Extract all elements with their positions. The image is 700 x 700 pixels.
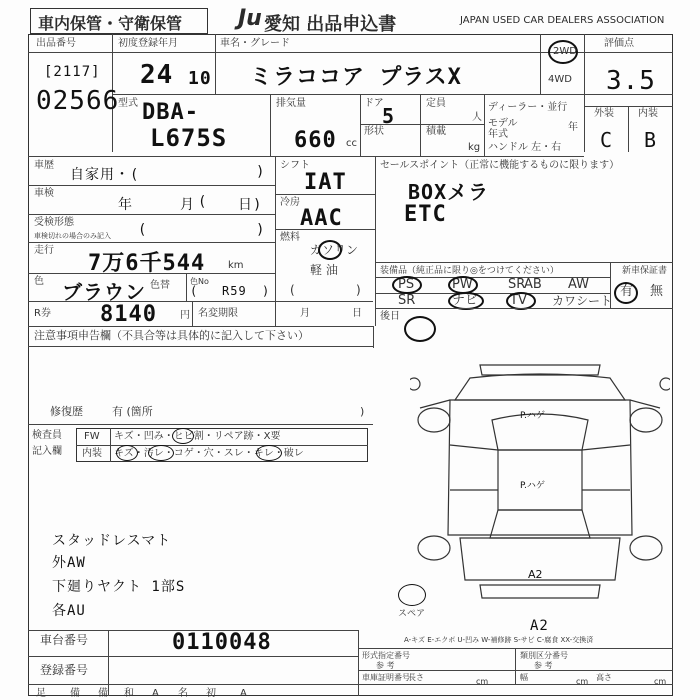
type-number-label: 形式指定番号 [362,651,410,660]
bottom-cell-1: 足 [36,688,46,699]
warranty-circle [614,282,638,304]
displacement-value: 660 [294,128,337,153]
2wd-label: 2WD [553,46,577,57]
rule [275,229,375,230]
ps-circle [392,276,422,294]
load-unit: kg [468,142,481,153]
shift-value: IAT [304,170,347,195]
fuel-diesel: 軽 油 [310,263,338,277]
car-cert-label: 車庫証明番号 [362,673,410,682]
car-diagram [410,360,670,610]
color-code-field-label: 色No [190,277,209,286]
rule [28,156,584,157]
class-ref: 参 考 [534,661,553,670]
bottom-cell-6: 名 [178,688,188,699]
note-line-2: 外AW [52,555,86,571]
rule [373,326,374,348]
rule [515,648,516,684]
evaluation-score: 3.5 [606,66,656,96]
wear-circle [256,445,282,461]
reception-open: ( [138,222,148,238]
length-label: 長さ [408,673,424,682]
doors-value: 5 [382,104,396,128]
interior-grade: B [644,128,658,152]
aircon-value: AAC [300,206,343,231]
handle-label: ハンドル 左・右 [488,142,562,153]
note-line-1: スタッドレスマト [52,533,172,549]
rule [360,94,361,156]
spare-tire [398,584,426,606]
rule [540,34,541,94]
displacement-label: 排気量 [276,98,306,109]
rule [28,185,275,186]
shape-label: 形状 [364,126,384,137]
color-change-label: 色替 [150,280,170,291]
rule [28,301,373,302]
r-ticket-label: R券 [34,308,51,319]
damage-legend: A-キズ E-エクボ U-凹み W-補修跡 S-サビ C-腐食 XX-交換済 [404,636,594,644]
rule [375,308,673,309]
width-label: 幅 [520,673,528,682]
note-line-4: 各AU [52,603,86,619]
history-label: 車歴 [34,160,54,171]
rule [28,656,358,657]
inspection-label: 車検 [34,188,54,199]
4wd-label: 4WD [548,74,572,85]
rear-label: 後日 [380,311,400,322]
fuel-open: ( [290,283,295,297]
equip-sr-top: SR [508,277,526,292]
registration-no-label: 登録番号 [40,663,89,677]
mileage-label: 走行 [34,245,54,256]
title-change-day: 日 [352,308,362,319]
registration-year: 24 [140,60,174,90]
title-change-month: 月 [300,308,310,319]
selling-points-label: セールスポイント（正常に機能するものに限ります） [380,160,620,171]
rear-circle [404,316,436,342]
rule [270,94,271,156]
repair-close: ) [360,405,365,418]
a-label: A2 [528,568,543,581]
equip-sr: SR [398,293,416,308]
notes-label: 注意事項申告欄（不具合等は具体的に記入して下さい） [34,329,309,342]
equip-tv: TV [510,293,527,308]
evaluation-label: 評価点 [604,38,634,49]
interior-inspect-label: 内装 [82,448,102,459]
chassis-value: 0110048 [172,630,272,655]
inspector-label-1: 検査員 [32,430,62,441]
warranty-no: 無 [650,284,664,299]
rule [484,94,485,156]
rule [112,94,673,95]
stain-circle [148,445,174,461]
repair-label: 修復歴 [50,405,83,418]
rule [28,424,373,425]
storage-note: 車内保管・守衛保管 [38,14,183,33]
model-code-label: 型式 [118,98,138,109]
bottom-cell-5: A [152,688,159,699]
history-close: ) [256,164,266,180]
color-code-value: R59 [222,284,247,298]
fw-items: キズ・凹み・ヒビ割・リペア跡・X要 [114,431,281,442]
dealer-label: ディーラー・並行 [488,102,568,113]
fw-label: FW [84,431,100,442]
reception-note: 車検切れの場合のみ記入 [34,232,111,240]
mileage-value: 7万6千544 [88,251,206,276]
fuel-gasoline: ガソリン [310,243,359,257]
year-unit: 年 [568,122,578,133]
rule [108,630,109,696]
doors-label: ドア [364,98,384,109]
rule [358,670,673,671]
inspection-year: 年 [118,197,133,213]
rule [358,630,359,696]
length-unit: cm [476,677,489,686]
repair-value: 有 (箇所 [112,405,153,418]
inspection-day: 日) [238,197,263,213]
chassis-label: 車台番号 [40,633,89,647]
bottom-cell-3: 備 [98,688,108,699]
history-value: 自家用・( [70,167,140,183]
exterior-grade: C [600,128,614,152]
selling-point-1: BOXメラ [408,180,490,204]
rule [275,194,375,195]
aircon-label: 冷房 [280,197,300,208]
rule [215,34,216,94]
rule [28,346,373,347]
lot-label: 出品番号 [36,38,76,49]
registration-label: 初度登録年月 [118,38,178,49]
ju-logo: Ju [238,6,262,31]
color-label: 色 [34,276,44,287]
inspection-month: 月 [180,197,195,213]
exterior-label: 外装 [594,108,614,119]
r-ticket-value: 8140 [100,302,157,327]
equip-navi: ナビ [452,293,479,308]
bottom-cell-2: 備 [70,688,80,699]
rule [28,326,373,327]
rule [420,94,421,156]
equip-leather: カワシート [552,294,613,308]
rule [110,428,111,462]
rear-a-label: A2 [530,618,549,634]
bottom-cell-8: A [240,688,247,699]
shift-label: シフト [280,160,310,171]
fuel-close: ) [356,283,361,297]
rule [360,124,484,125]
fuel-label: 燃料 [280,232,300,243]
form-title: 愛知 出品申込書 [264,14,397,35]
fuel-circle [318,240,342,260]
rule [28,242,275,243]
width-unit: cm [576,677,589,686]
rule [628,106,629,152]
spare-label: スペア [398,609,426,619]
registration-month: 10 [188,68,212,89]
rule [28,273,275,274]
rule [28,214,275,215]
interior-label: 内装 [638,108,658,119]
p-label-2: P.ハゲ [520,481,545,491]
scratch-circle [116,445,138,461]
inspector-label-2: 記入欄 [32,446,62,457]
model-label: 車名・グレード [220,38,290,49]
equip-ps: PS [398,277,415,292]
equip-ab: AB [524,277,542,292]
selling-point-2: ETC [404,202,447,227]
org-name-en: JAPAN USED CAR DEALERS ASSOCIATION [460,15,665,26]
height-unit: cm [654,677,667,686]
height-label: 高さ [596,673,612,682]
bottom-cell-4: 和 [124,688,134,699]
color-value: ブラウン [62,280,146,304]
model-code-line2: L675S [150,124,228,152]
warranty-label: 新車保証書 [622,266,668,276]
p-label-1: P.ハゲ [520,411,545,421]
inspection-day-open: ( [198,194,208,210]
equip-pw: PW [452,277,473,292]
class-number-label: 類別区分番号 [520,651,568,660]
type-ref: 参 考 [376,661,395,670]
bottom-cell-7: 初 [206,688,216,699]
load-label: 積載 [426,126,446,137]
interior-inspect-items: キズ・汚レ・コゲ・穴・スレ・キレ・破レ [114,448,304,459]
displacement-unit: cc [346,138,357,149]
capacity-unit: 人 [472,112,482,123]
rule [192,301,193,326]
model-value: ミラココア プラスX [250,65,462,90]
color-code-open: ( [190,284,199,298]
model-code-line1: DBA- [142,100,199,125]
rule [584,34,585,152]
title-change-label: 名変期限 [198,308,238,319]
model-year-label: モデル 年式 [488,118,518,140]
rule [375,262,673,263]
mileage-unit: km [228,260,244,271]
warranty-yes: 有 [620,284,634,299]
r-ticket-unit: 円 [180,310,190,321]
equipment-label: 装備品（純正品に限り◎をつけてください） [380,266,559,276]
reception-close: ) [256,222,266,238]
lot-number: 02566 [36,86,120,116]
fw-dent-circle [172,428,194,444]
rule [186,273,187,301]
capacity-label: 定員 [426,98,446,109]
rule [375,156,376,326]
reception-label: 受検形態 [34,217,74,228]
note-line-3: 下廻りヤクト 1部S [52,579,186,595]
color-code-close: ) [262,284,271,298]
lot-sub-number: [2117] [44,64,101,80]
equip-aw: AW [568,277,590,292]
